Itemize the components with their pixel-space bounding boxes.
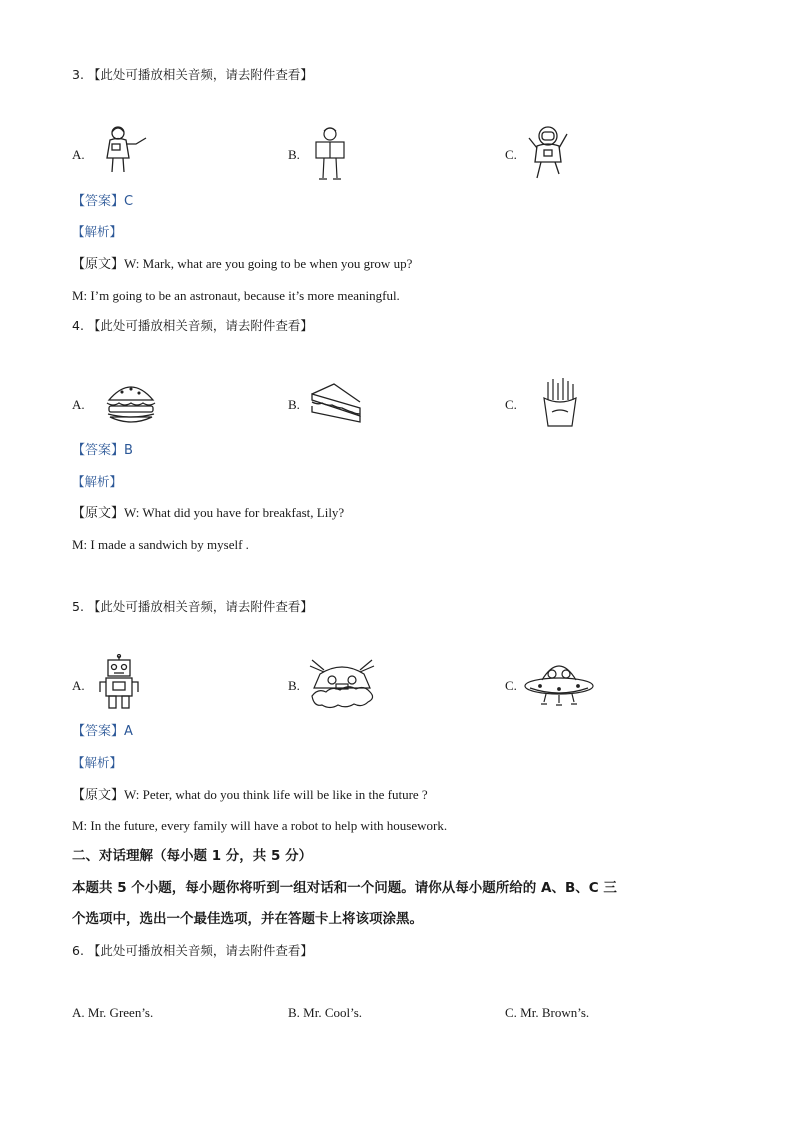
q3-prompt: 3. 【此处可播放相关音频，请去附件查看】: [72, 67, 313, 82]
q5-prompt: 5. 【此处可播放相关音频，请去附件查看】: [72, 599, 313, 614]
q5-option-b-label: B.: [288, 678, 300, 693]
q3-option-c-label: C.: [505, 147, 517, 162]
q4-answer: 【答案】B: [72, 443, 133, 458]
q4-option-a-label: A.: [72, 397, 85, 412]
section-instruction-line2: 个选项中，选出一个最佳选项，并在答题卡上将该项涂黑。: [72, 911, 423, 927]
q5-analysis: 【解析】: [72, 755, 123, 770]
q5-option-c-label: C.: [505, 678, 517, 693]
q3-option-b-label: B.: [288, 147, 300, 162]
q5-response: M: In the future, every family will have a robot to help with housework.: [72, 818, 448, 833]
q5-answer: 【答案】A: [72, 724, 133, 739]
section-instruction-line1: 本题共 5 个小题，每小题你将听到一组对话和一个问题。请你从每小题所给的 A、B、C 三: [72, 880, 617, 896]
reader-icon: [310, 126, 350, 182]
q3-transcript: 【原文】W: Mark, what are you going to be when you grow up?: [72, 256, 413, 271]
teacher-icon: [100, 124, 150, 176]
q4-prompt: 4. 【此处可播放相关音频，请去附件查看】: [72, 318, 313, 333]
q4-option-c-label: C.: [505, 397, 517, 412]
q3-option-a-label: A.: [72, 147, 85, 162]
astronaut-icon: [524, 124, 574, 184]
sandwich-icon: [308, 380, 364, 424]
q6-option-a: A. Mr. Green’s.: [72, 1005, 154, 1020]
hamburger-icon: [104, 380, 158, 426]
q6-prompt: 6. 【此处可播放相关音频，请去附件查看】: [72, 943, 313, 958]
q6-option-b: B. Mr. Cool’s.: [288, 1005, 363, 1020]
flying-car-icon: [306, 652, 378, 714]
ufo-icon: [522, 654, 596, 712]
fries-icon: [538, 376, 582, 430]
q4-response: M: I made a sandwich by myself .: [72, 537, 249, 552]
q4-transcript: 【原文】W: What did you have for breakfast, Lily?: [72, 505, 345, 520]
q4-analysis: 【解析】: [72, 474, 123, 489]
robot-icon: [96, 654, 142, 712]
q3-answer: 【答案】C: [72, 194, 134, 209]
q5-option-a-label: A.: [72, 678, 85, 693]
q6-option-c: C. Mr. Brown’s.: [505, 1005, 590, 1020]
section-heading: 二、对话理解（每小题 1 分，共 5 分）: [72, 848, 313, 864]
q4-option-b-label: B.: [288, 397, 300, 412]
q5-transcript: 【原文】W: Peter, what do you think life will be like in the future ?: [72, 787, 428, 802]
q3-analysis: 【解析】: [72, 224, 123, 239]
q3-response: M: I’m going to be an astronaut, because it’s more meaningful.: [72, 288, 400, 303]
